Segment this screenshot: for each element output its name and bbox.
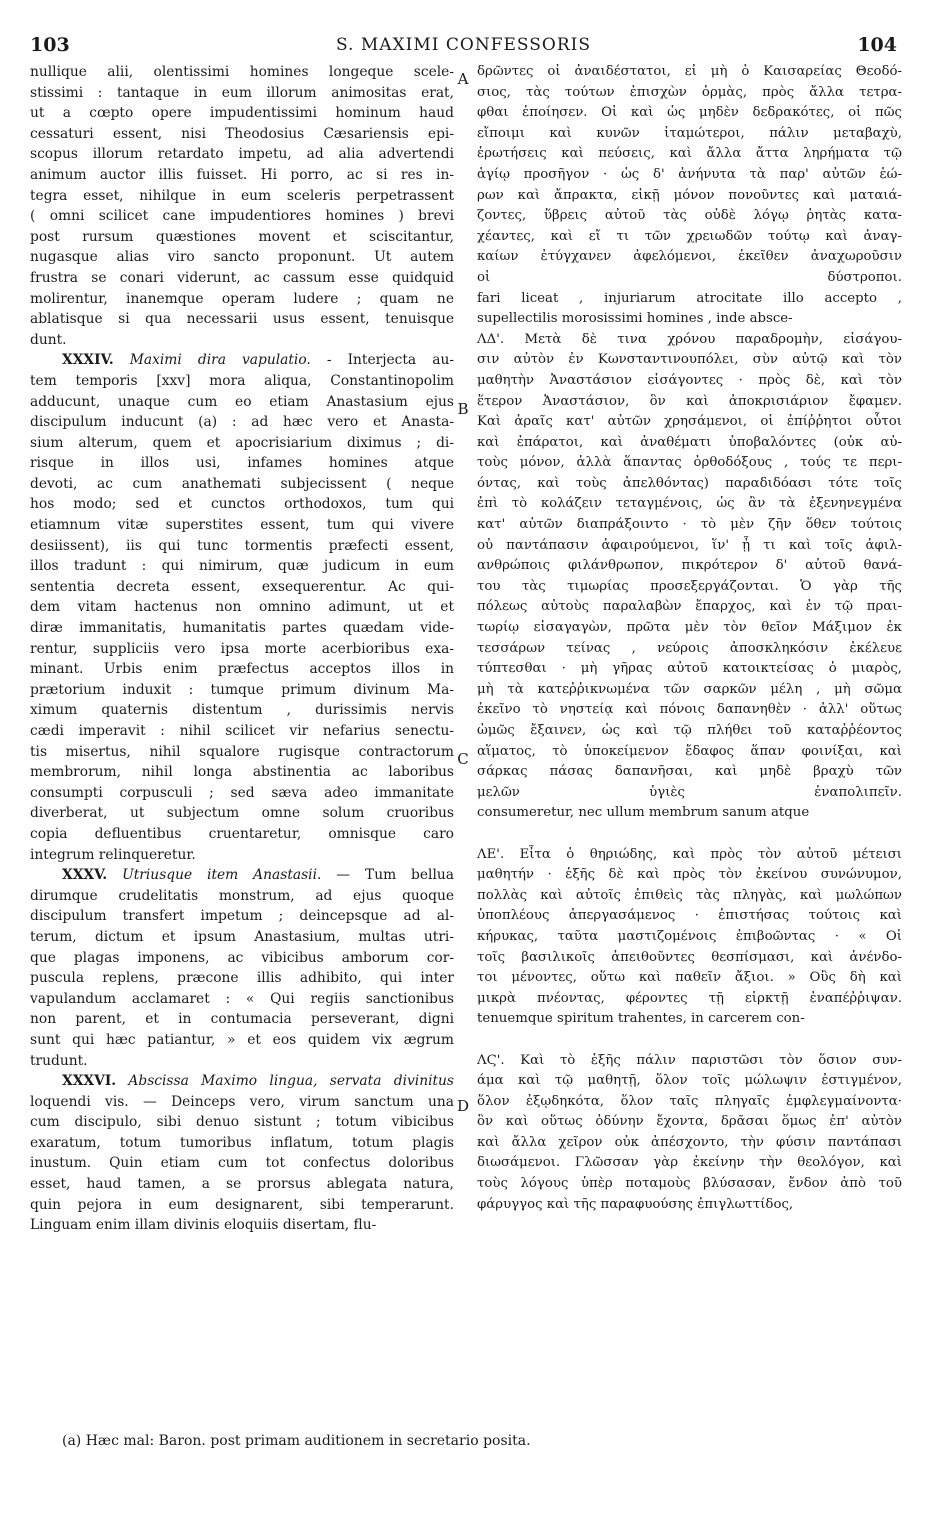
text-line: frustra se conari viderunt, ac cassum esse quidquid [30,269,454,286]
section-title: Utriusque item Anastasii. [122,867,322,884]
footnote: (a) Hæc mal: Baron. post primam auditionem in secretario posita. [62,1433,531,1449]
section-xxxv-heading [30,865,454,886]
text-line: χέαντες, καὶ εἴ τι τῶν χρειωδῶν τούτῳ καὶ ἀναγ- [477,228,902,244]
text-line: ὠμῶς ἔξαινεν, ὡς καὶ τῷ πλήθει τοῦ καταῤῥέοντος [477,723,902,738]
text-line: μελῶν ὑγιὲς ἐναπολιπεῖν. [477,784,902,800]
text-line: φάρυγγος καὶ τῆς παραφυούσης ἐπιγλωττίδος, [477,1196,794,1212]
text-line: terum, dictum et ipsum Anastasium, multas utri- [30,928,454,945]
text-line: consumeretur, nec ullum membrum sanum atque [477,805,810,821]
latin-paragraph-1 [30,62,454,350]
text-line: οὐ παντάπασιν ἀφαιρούμενοι, ἵν' ᾖ τι καὶ τοῖς ἀφιλ- [477,537,902,553]
text-line: τοι μένοντες, οὕτω καὶ παθεῖν ἄξιοι. » Οὓς δὴ καὶ [477,970,902,986]
text-line: prætorium induxit : tumque primum divinum Ma- [30,681,454,698]
text-line: κήρυκας, ταῦτα μαστιζομένοις ἐπιβοῶντας · « Οἱ [477,928,902,944]
text-line: copia defluentibus cruentaretur, omnisque caro [30,825,454,842]
text-line: ανθρώποις φιλάνθρωπον, πικρότερον δ' αὐτοῦ θανά- [477,558,902,574]
text-line: supellectilis morosissimi homines , inde absce- [477,311,793,327]
text-line: dirumque crudelitatis monstrum, ad ejus quoque [30,887,454,904]
text-line: πολλὰς καὶ αὐτοῖς ἐπιθεὶς τὰς πληγὰς, καὶ μωλώπων [477,887,902,903]
text-line: αἵματος, τὸ ὑποκείμενον ἔδαφος ἅπαν φοινίξαι, καὶ [477,743,902,759]
text-line: τύπτεσθαι · μὴ γῆρας αὐτοῦ κατοικτείσας ὁ μιαρὸς, [477,661,902,677]
text-line: τοὺς λόγους ὑπὲρ ποταμοὺς βλύσασαν, ἔνδον ἀπὸ τοῦ [477,1176,902,1192]
text-line: ἁγίῳ προσῆγον · ὡς δ' ἀνήνυτα τὰ παρ' αὐτῶν ἑώ- [477,166,902,182]
text-line: tem temporis [xxv] mora aliqua, Constantinopolim [30,372,454,389]
text-line: dunt. [30,331,67,348]
text-line: tis misertus, nihil squalore rugisque contractorum [30,743,454,760]
text-line: πόλεως αὐτοὺς παραλαβὼν ἔπαρχος, καὶ ἐν τῷ πραι- [477,599,902,615]
text-line: σιος, τὰς τούτων ἐπισχὼν ὁρμὰς, πρὸς ἄλλα τετρα- [477,84,902,100]
text-line: τεσσάρων τείνας , νεύροις ἀποσκληκόσιν ἐκέλευε [477,640,902,656]
text-line: ἕτερον Ἀναστάσιον, ὃν καὶ ἀποκρισιάριον ἔφαμεν. [477,393,902,409]
text-line: διωσάμενοι. Γλῶσσαν γὰρ ἐκείνην τὴν θεολόγον, καὶ [477,1155,902,1171]
text-line: άμα καὶ τῷ μαθητῇ, ὅλον τοῖς μώλωψιν ἐστιγμένον, [477,1073,902,1089]
text-line: discipulum inducunt (a) : ad hæc vero et Anasta- [30,414,454,431]
text-line: non parent, et in contumacia perseverant, digni [30,1011,454,1028]
text-line: ut a cœpto opere impudentissimi hominum haud [30,105,454,122]
section-number: XXXV. [62,867,108,884]
text-line: καὶ ἐπάρατοι, καὶ ἀναθέματι ὑποβαλόντες (οὐκ αὐ- [477,434,902,450]
margin-letter-a: A [457,70,469,88]
text-line: ἐπὶ τὸ κολάζειν τεταγμένοις, ὡς ἂν τὰ ἐξενηνεγμένα [477,496,902,512]
text-line: hos modo; sed et cunctos orthodoxos, tum qui [30,496,454,513]
text-line: illos tradunt : qui nimirum, quæ judicum in eum [30,558,454,575]
text-line: σάρκας πάσας δαπανῆσαι, καὶ μηδὲ βραχὺ τῶν [477,764,902,780]
text-line: etiamnum vitæ superstites essent, tum qui vivere [30,517,454,534]
text-line: rentur, suppliciis vero ipsa morte acerbioribus exa- [30,640,454,657]
left-page-number: 103 [30,34,70,56]
text-line: καίων ἐτύγχανεν ἀφελόμενοι, ἐκεῖθεν ἀναχωροῦσιν [477,249,902,265]
text-line: molirentur, inanemque operam ludere ; quam ne [30,290,454,307]
text-line: sententia decreta essent, exsequerentur. Ac qui- [30,578,454,595]
text-line: σιν αὐτὸν ἐν Κωνσταντινουπόλει, σὺν αὐτῷ καὶ τὸν [477,352,902,368]
text-line: que plagas imponens, ac vibicibus amborum cor- [30,949,454,966]
text-line: diverberat, ut subjectum omne solum cruoribus [30,805,454,822]
text-line: ablatisque si qua necessarii usus essent, tenuisque [30,311,454,328]
text-line: εἴποιμι καὶ κυνῶν ἰταμώτεροι, πάλιν μεταβαχὺ, [477,125,902,141]
latin-paragraph-2 [30,371,454,865]
text-line: ὃν καὶ οὕτως ὀδύνην ἔχοντα, δρᾶσαι ὅμως ἐπ' αὐτὸν [477,1114,902,1130]
text-line: integrum relinqueretur. [30,846,196,863]
text-line: nullique alii, olentissimi homines longeque scele- [30,64,454,80]
text-line: loquendi vis. — Deinceps vero, virum sanctum una [30,1093,454,1110]
latin-paragraph-4 [30,1092,454,1236]
text-line: cum discipulo, sibi denuo sistunt ; totum vibicibus [30,1114,454,1131]
text-line: ἐρωτήσεις καὶ πεύσεις, καὶ ἄλλα ἄττα ληρήματα τῷ [477,146,902,162]
margin-letter-d: D [456,1097,470,1115]
text-line: post rursum quæstiones movent et sciscitantur, [30,228,454,245]
text-line: scopus illorum retardato impetu, ad alia advertendi [30,146,454,163]
text-line: sunt qui hæc patiantur, » et eos quidem vix ægrum [30,1031,454,1048]
section-lead: - Interjecta au- [310,352,454,369]
section-title: Maximi dira vapulatio. [129,352,311,369]
text-line: devoti, ac cum anathemati subjecissent ( neque [30,475,454,492]
section-xxxiv-heading [30,350,454,371]
text-line: discipulum transfert impetum ; deincepsque ad al- [30,908,454,925]
text-line: Καὶ ἀραῖς κατ' αὐτῶν χρησάμενοι, οἱ ἐπίῤῥητοι οὗτοι [477,414,902,430]
text-line: μαθητήν · ἑξῆς δὲ καὶ πρὸς τὸν ἐκείνου συνώνυμον, [477,867,902,883]
text-line: ὑποπλέους ἀπεργασάμενος · ἐπιστήσας τούτοις καὶ [477,908,902,924]
text-line: fari liceat , injuriarum atrocitate illo accepto , [477,290,902,306]
text-line: risque in illos usi, infames homines atque [30,455,454,472]
text-line: cessaturi essent, nisi Theodosius Cæsariensis epi- [30,125,454,142]
text-line: tenuemque spiritum trahentes, in carcerem con- [477,1011,805,1027]
text-line: τοὺς μόνον, ἀλλὰ ἅπαντας ὀρθοδόξους , τούς τε περι- [477,455,902,471]
right-page-number: 104 [857,34,897,56]
section-number: XXXVI. [62,1073,117,1090]
text-line: diræ immanitatis, humanitatis partes quædam vide- [30,620,454,637]
text-line: όντας, καὶ τοὺς ἀπελθόντας) παραδιδόασι τότε τοῖς [477,475,902,491]
text-line: esset, haud tamen, a se prorsus ablegata natura, [30,1176,454,1193]
page-header [0,34,927,58]
greek-paragraph-2 [477,330,902,824]
text-line: ΛϚ'. Καὶ τὸ ἑξῆς πάλιν παριστῶσι τὸν ὅσιον συν- [477,1052,902,1068]
greek-paragraph-3 [477,845,902,1030]
latin-paragraph-3 [30,886,454,1071]
text-line: minant. Urbis enim præfectus acceptos illos in [30,661,454,678]
text-line: inustum. Quin etiam cum tot confectus doloribus [30,1155,454,1172]
text-line: δρῶντες οἱ ἀναιδέστατοι, εἰ μὴ ὁ Καισαρείας Θεοδό- [477,64,902,79]
text-line: κατ' αὐτῶν διαπράξοιντο · τὸ μὲν ζῆν ὅθεν τούτοις [477,517,902,533]
section-lead: — Tum bellua [321,867,454,884]
text-line: ( omni scilicet cane impudentiores homines ) brevi [30,208,454,225]
greek-column [477,62,902,1215]
text-line: τωρίῳ εἰσαγαγὼν, πρῶτα μὲν τὸν θεῖον Μάξιμον ἐκ [477,620,902,636]
text-line: puscula replens, præcone illis adhibito, qui inter [30,970,454,987]
text-line: trudunt. [30,1052,88,1069]
text-line: consumpti corpusculi ; sed sæva adeo immanitate [30,784,454,801]
running-title: S. MAXIMI CONFESSORIS [336,35,591,55]
text-line: adducunt, unaque cum eo etiam Anastasium ejus [30,393,454,410]
text-line: desiissent), iis qui tunc tormentis præfecti essent, [30,537,454,554]
text-line: ΛΕ'. Εἶτα ὁ θηριώδης, καὶ πρὸς τὸν αὐτοῦ μέτεισι [477,846,902,862]
text-line: μικρὰ πνέοντας, φέροντες τῇ εἱρκτῇ ἐναπέῤῥιψαν. [477,990,902,1006]
text-line: membrorum, nihil longa abstinentia ac laboribus [30,764,454,781]
text-line: καὶ ἄλλα χεῖρον οὐκ ἀπέσχοντο, τὴν φύσιν παντάπασι [477,1134,902,1150]
text-line: ἐκεῖνο τὸ νηστείᾳ καὶ πόνοις δαπανηθὲν · ἀλλ' οὕτως [477,702,902,718]
text-line: του τὰς τιμωρίας προσεξεργάζονται. Ὁ γὰρ τῆς [477,578,902,594]
text-line: dem vitam hactenus non omnino adimunt, ut et [30,599,454,616]
text-line: ximum quaternis distentum , durissimis nervis [30,702,454,719]
latin-column [30,62,454,1236]
text-line: vapulandum acclamaret : « Qui regiis sanctionibus [30,990,454,1007]
greek-paragraph-1 [477,62,902,330]
text-line: exaratum, totum tumoribus inflatum, totum plagis [30,1134,454,1151]
margin-letter-b: B [457,400,469,418]
text-line: nugasque alias viro sancto proponunt. Ut autem [30,249,454,266]
text-line: μαθητὴν Ἀναστάσιον εἰσάγοντες · πρὸς δὲ, καὶ τὸν [477,372,902,388]
text-line: μὴ τὰ κατεῤῥικνωμένα τῶν σαρκῶν μέλη , μὴ σῶμα [477,681,902,697]
text-line: φθαι ἐποίησεν. Οἱ καὶ ὡς μηδὲν δεδρακότες, οἱ πῶς [477,105,902,121]
text-line: ρων καὶ ἄπρακτα, εἰκῇ μόνον πονοῦντες καὶ ματαιά- [477,187,902,203]
greek-paragraph-4 [477,1051,902,1216]
text-line: Linguam enim illam divinis eloquiis disertam, flu- [30,1217,377,1234]
text-line: animum auctor illis fuisset. Hi porro, ac si res in- [30,166,454,183]
text-line: stissimi : tantaque in eum illorum animositas erat, [30,84,454,101]
margin-letter-c: C [457,750,469,768]
text-line: τοῖς βασιλικοῖς ἀπειθοῦντες θεσπίσμασι, καὶ ἀνένδο- [477,949,902,965]
section-xxxvi-heading [30,1071,454,1092]
text-line: ΛΔ'. Μετὰ δὲ τινα χρόνου παραδρομὴν, εἰσάγου- [477,331,902,347]
text-line: tegra esset, nihilque in eum sceleris perpetrassent [30,187,454,204]
text-line: cædi imperavit : nihil scilicet vir nefarius senectu- [30,723,454,739]
text-line: quin pejora in eum designarent, sibi temperarunt. [30,1196,454,1213]
text-line: οἱ δύστροποι. [477,269,902,285]
text-line: ὅλον ἐξῳδηκότα, ὅλον ταῖς πληγαῖς ἐμφλεγμαίνοντα· [477,1093,902,1109]
text-line: sium alterum, quem et apocrisiarium diximus ; di- [30,434,454,451]
text-line: ζοντες, ὕβρεις αὐτοῦ τὰς οὐδὲ λόγῳ ῥητὰς κατα- [477,208,902,224]
section-number: XXXIV. [62,352,114,369]
section-title: Abscissa Maximo lingua, servata divinitus [128,1073,454,1090]
